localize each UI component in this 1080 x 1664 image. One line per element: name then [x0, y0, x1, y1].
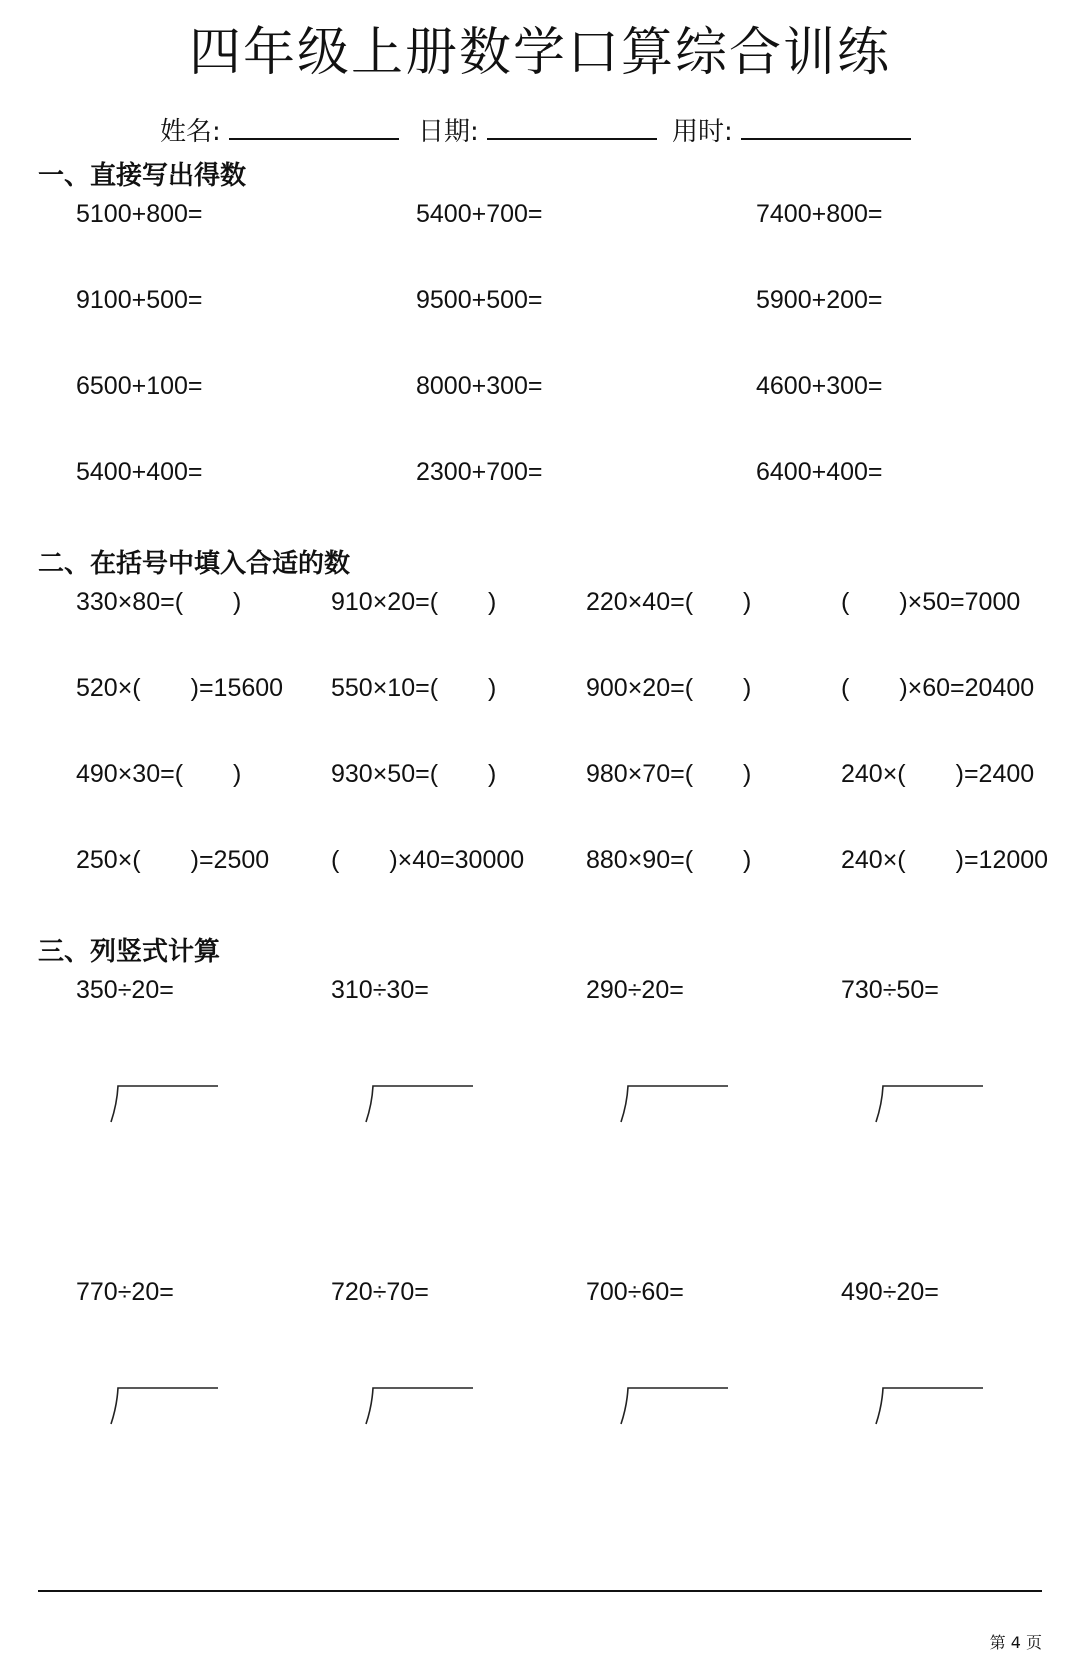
- s1-problem: 5400+700=: [416, 200, 543, 228]
- s3-problem: 350÷20=: [76, 976, 174, 1004]
- s2-problem: 240×( )=12000: [841, 846, 1049, 874]
- s1-problem: 5900+200=: [756, 286, 883, 314]
- section2-heading: 二、在括号中填入合适的数: [38, 549, 351, 579]
- date-blank[interactable]: [487, 112, 657, 140]
- section3-heading: 三、列竖式计算: [38, 937, 221, 967]
- s3-problem: 720÷70=: [331, 1278, 429, 1306]
- division-bracket: [618, 1082, 730, 1124]
- division-bracket: [873, 1082, 985, 1124]
- s2-problem: 240×( )=2400: [841, 760, 1035, 788]
- page-number: 第 4 页: [989, 1633, 1042, 1652]
- s1-problem: 8000+300=: [416, 372, 543, 400]
- s2-problem: ( )×40=30000: [331, 846, 525, 874]
- s2-problem: 910×20=( ): [331, 588, 497, 616]
- s2-problem: ( )×60=20400: [841, 674, 1035, 702]
- s1-problem: 6500+100=: [76, 372, 203, 400]
- s1-problem: 4600+300=: [756, 372, 883, 400]
- division-bracket: [363, 1082, 475, 1124]
- division-bracket: [363, 1384, 475, 1426]
- s2-problem: 880×90=( ): [586, 846, 752, 874]
- footer-divider: [38, 1590, 1042, 1592]
- division-bracket: [618, 1384, 730, 1426]
- s1-problem: 9500+500=: [416, 286, 543, 314]
- s3-problem: 700÷60=: [586, 1278, 684, 1306]
- date-label: 日期:: [418, 117, 479, 147]
- name-blank[interactable]: [229, 112, 399, 140]
- s2-problem: 900×20=( ): [586, 674, 752, 702]
- s1-problem: 5400+400=: [76, 458, 203, 486]
- division-bracket: [108, 1384, 220, 1426]
- name-field: [160, 112, 399, 152]
- s2-problem: ( )×50=7000: [841, 588, 1021, 616]
- s1-problem: 6400+400=: [756, 458, 883, 486]
- time-field: [672, 112, 911, 152]
- s3-problem: 490÷20=: [841, 1278, 939, 1306]
- s1-problem: 5100+800=: [76, 200, 203, 228]
- s2-problem: 220×40=( ): [586, 588, 752, 616]
- name-label: 姓名:: [160, 117, 221, 147]
- s3-problem: 770÷20=: [76, 1278, 174, 1306]
- s3-problem: 310÷30=: [331, 976, 429, 1004]
- division-bracket: [873, 1384, 985, 1426]
- s3-problem: 290÷20=: [586, 976, 684, 1004]
- s2-problem: 930×50=( ): [331, 760, 497, 788]
- s2-problem: 330×80=( ): [76, 588, 242, 616]
- division-bracket: [108, 1082, 220, 1124]
- s2-problem: 250×( )=2500: [76, 846, 270, 874]
- date-field: [418, 112, 657, 152]
- s2-problem: 520×( )=15600: [76, 674, 284, 702]
- time-blank[interactable]: [741, 112, 911, 140]
- page-title: 四年级上册数学口算综合训练: [188, 23, 891, 83]
- s2-problem: 490×30=( ): [76, 760, 242, 788]
- section1-heading: 一、直接写出得数: [38, 161, 247, 191]
- s1-problem: 2300+700=: [416, 458, 543, 486]
- s2-problem: 550×10=( ): [331, 674, 497, 702]
- time-label: 用时:: [672, 117, 733, 147]
- s2-problem: 980×70=( ): [586, 760, 752, 788]
- s1-problem: 7400+800=: [756, 200, 883, 228]
- s1-problem: 9100+500=: [76, 286, 203, 314]
- s3-problem: 730÷50=: [841, 976, 939, 1004]
